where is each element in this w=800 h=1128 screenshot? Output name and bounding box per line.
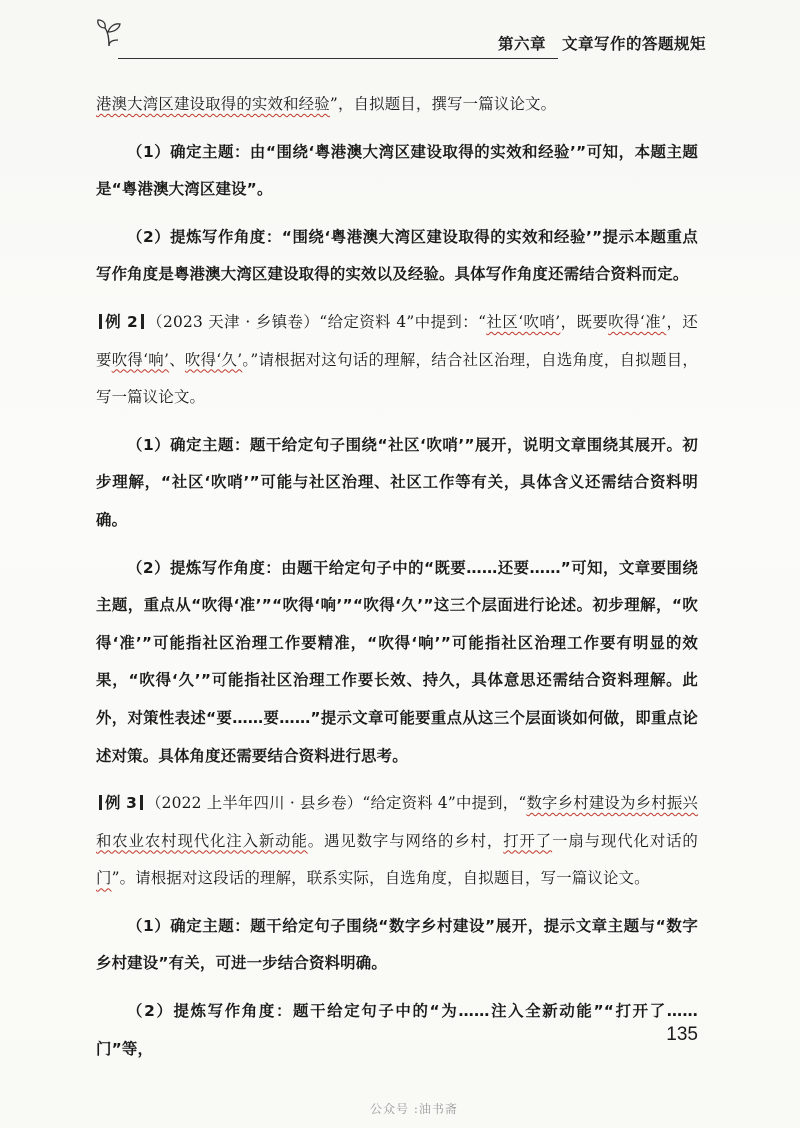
header-title xyxy=(498,32,706,54)
chapter-title: 文章写作的答题规矩 xyxy=(561,35,706,53)
text-run: ”，自拟题目，撰写一篇议论文。 xyxy=(329,95,557,113)
bar-marker xyxy=(99,314,102,329)
bar-marker xyxy=(140,795,143,810)
bar-marker xyxy=(141,314,144,329)
page-number: 135 xyxy=(666,1024,698,1045)
example-label: 例 2 xyxy=(105,312,138,331)
underlined-phrase: 吹得‘准’ xyxy=(608,312,667,331)
bar-marker xyxy=(99,795,102,810)
underlined-phrase: 门 xyxy=(96,869,112,888)
example-paragraph xyxy=(96,785,698,898)
underlined-phrase: 社区‘吹哨’ xyxy=(486,312,561,331)
text-run: （2022 上半年四川 · 县乡卷）“给定资料 4”中提到，“ xyxy=(146,794,527,813)
paragraph: （2）提炼写作角度：由题干给定句子中的“既要……还要……”可知，文章要围绕主题，重点从“吹得‘准’”“吹得‘响’”“吹得‘久’”这三个层面进行论述。初步理解，“吹得‘准’”可能指社区治理工作要精准，“吹得‘响’”可能指社区治理工作要有明显的效果，“吹得‘久’”可能指社区治理工作要长效、持久，具体意思还需结合资料理解。此外，对策性表述“要……要……”提示文章可能要重点从这三个层面谈如何做，即重点论述对策。具体角度还需要结合资料进行思考。 xyxy=(96,558,698,765)
text-run: （2023 天津 · 乡镇卷）“给定资料 4”中提到：“ xyxy=(146,312,487,331)
chapter-label: 第六章 xyxy=(497,35,546,53)
example-paragraph xyxy=(96,304,698,417)
text-run: ”。请根据对这段话的理解，联系实际，自选角度，自拟题目，写一篇议论文。 xyxy=(111,869,650,888)
text-run: 、 xyxy=(169,350,185,369)
example-label: 例 3 xyxy=(105,794,138,813)
underlined-phrase: 打开了 xyxy=(503,831,553,850)
text-run: ，还要 xyxy=(96,312,698,369)
text-run: 。遇见数字与网络的乡村， xyxy=(307,831,504,850)
underlined-phrase: 港澳大湾区建设取得的实效和经验 xyxy=(96,95,330,113)
underlined-phrase: 吹得‘久’ xyxy=(184,350,243,369)
text-run: ，既要 xyxy=(560,312,609,331)
paragraph: （1）确定主题：题干给定句子围绕“数字乡村建设”展开，提示文章主题与“数字乡村建设”有关，可进一步结合资料明确。 xyxy=(96,916,698,973)
example-tag xyxy=(96,794,146,812)
paragraph: （2）提炼写作角度：“围绕‘粤港澳大湾区建设取得的实效和经验’”提示本题重点写作角度是粤港澳大湾区建设取得的实效以及经验。具体写作角度还需结合资料而定。 xyxy=(96,227,698,284)
underlined-phrase: 数字乡村建设为乡村振兴和农业农村现代化注入新动能 xyxy=(96,794,698,850)
running-header xyxy=(96,18,706,58)
paragraph: （1）确定主题：题干给定句子围绕“社区‘吹哨’”展开，说明文章围绕其展开。初步理解，“社区‘吹哨’”可能与社区治理、社区工作等有关，具体含义还需结合资料明确。 xyxy=(96,435,698,529)
example-tag xyxy=(96,313,147,331)
watermark-stamp: 公众号 :油书斋 xyxy=(370,1102,458,1116)
underlined-phrase: 吹得‘响’ xyxy=(111,350,170,369)
page-content xyxy=(96,86,698,1078)
paragraph xyxy=(96,86,698,124)
sprout-icon xyxy=(96,18,122,48)
header-rule xyxy=(118,58,558,59)
text-run: 一扇与现代化对话的 xyxy=(552,831,698,850)
paragraph: （1）确定主题：由“围绕‘粤港澳大湾区建设取得的实效和经验’”可知，本题主题是“粤港澳大湾区建设”。 xyxy=(96,142,698,199)
paragraph: （2）提炼写作角度：题干给定句子中的“为……注入全新动能”“打开了……门”等， xyxy=(96,1002,698,1058)
text-run: 。”请根据对这句话的理解，结合社区治理，自选角度，自拟题目，写一篇议论文。 xyxy=(96,350,698,407)
